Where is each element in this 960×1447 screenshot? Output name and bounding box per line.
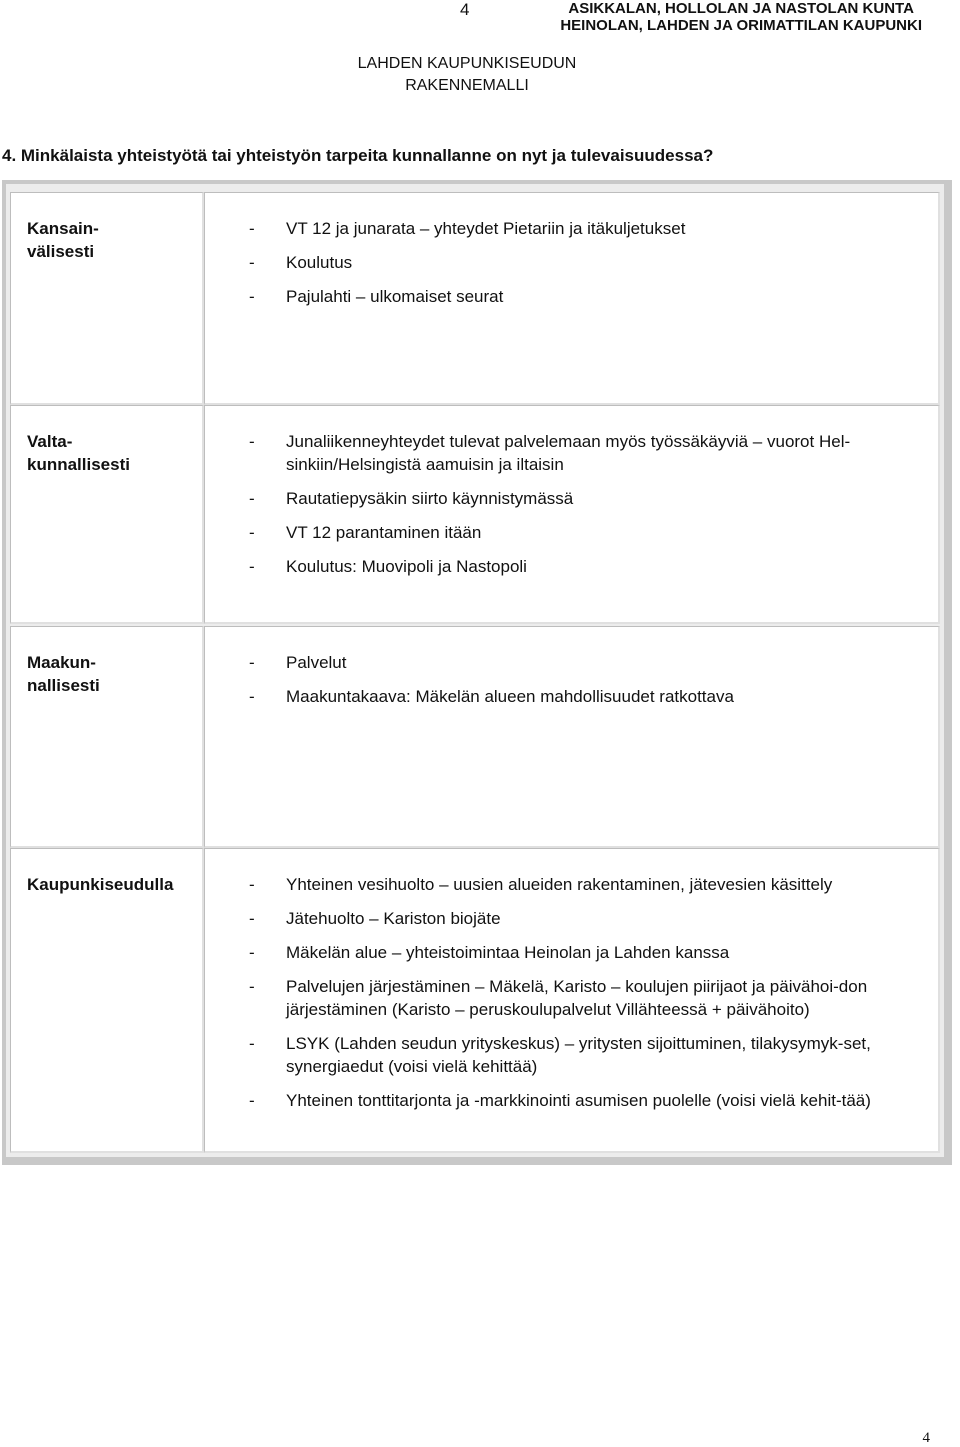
table-row-regional xyxy=(6,626,944,848)
bullet-dash: - xyxy=(249,287,255,306)
row-label-line1: Kaupunkiseudulla xyxy=(27,875,174,894)
header-model-title xyxy=(322,53,612,97)
list-item xyxy=(249,521,920,544)
list-item-text: Maakuntakaava: Mäkelän alueen mahdollisuudet ratkottava xyxy=(286,687,734,706)
row-content-cell xyxy=(204,405,940,624)
bullet-dash: - xyxy=(249,977,255,996)
list-item xyxy=(249,217,920,240)
list-item-text: Palvelujen järjestäminen – Mäkelä, Karisto – koulujen piirijaot ja päivähoi-don järjestäminen (Karisto – peruskoulupalvelut Villähteessä + päivähoito) xyxy=(286,977,868,1019)
row-content-cell xyxy=(204,192,940,405)
bullet-dash: - xyxy=(249,253,255,272)
list-item-text: VT 12 ja junarata – yhteydet Pietariin ja itäkuljetukset xyxy=(286,219,686,238)
list-item-text: LSYK (Lahden seudun yrityskeskus) – yritysten sijoittuminen, tilakysymyk-set, synergiaedut (voisi vielä kehittää) xyxy=(286,1034,871,1076)
row-content-cell xyxy=(204,848,940,1153)
row-label-line2: välisesti xyxy=(27,242,95,261)
list-item xyxy=(249,907,920,930)
list-item-text: Koulutus: Muovipoli ja Nastopoli xyxy=(286,557,527,576)
header-municipalities-line2: HEINOLAN, LAHDEN JA ORIMATTILAN KAUPUNKI xyxy=(560,17,922,34)
bullet-dash: - xyxy=(249,1091,255,1110)
list-item xyxy=(249,430,920,476)
question-heading: 4. Minkälaista yhteistyötä tai yhteistyön tarpeita kunnallanne on nyt ja tulevaisuudessa? xyxy=(2,146,714,165)
row-label-cell xyxy=(10,848,204,1153)
row-item-list xyxy=(249,430,920,589)
bullet-dash: - xyxy=(249,875,255,894)
list-item xyxy=(249,251,920,274)
table-row-city-region xyxy=(6,848,944,1153)
list-item-text: Palvelut xyxy=(286,653,347,672)
row-label-line1: Valta- xyxy=(27,432,73,451)
row-item-list xyxy=(249,873,920,1123)
bullet-dash: - xyxy=(249,1034,255,1053)
list-item xyxy=(249,975,920,1021)
header-model-line2: RAKENNEMALLI xyxy=(405,77,529,94)
list-item-text: Pajulahti – ulkomaiset seurat xyxy=(286,287,504,306)
list-item xyxy=(249,555,920,578)
bullet-dash: - xyxy=(249,523,255,542)
list-item-text: Yhteinen tonttitarjonta ja -markkinointi asumisen puolelle (voisi vielä kehit-tää) xyxy=(286,1091,871,1110)
row-label-line2: nallisesti xyxy=(27,676,100,695)
bullet-dash: - xyxy=(249,653,255,672)
list-item-text: Mäkelän alue – yhteistoimintaa Heinolan ja Lahden kanssa xyxy=(286,943,730,962)
header-page-number: 4 xyxy=(460,0,470,19)
header-municipalities-line1: ASIKKALAN, HOLLOLAN JA NASTOLAN KUNTA xyxy=(568,0,914,17)
row-label-line2: kunnallisesti xyxy=(27,455,130,474)
row-label xyxy=(27,873,173,896)
bullet-dash: - xyxy=(249,219,255,238)
row-label-cell xyxy=(10,192,204,405)
bullet-dash: - xyxy=(249,687,255,706)
list-item-text: Koulutus xyxy=(286,253,353,272)
bullet-dash: - xyxy=(249,557,255,576)
row-label-cell xyxy=(10,626,204,848)
row-label xyxy=(27,430,130,476)
list-item xyxy=(249,285,920,308)
list-item-text: Yhteinen vesihuolto – uusien alueiden rakentaminen, jätevesien käsittely xyxy=(286,875,833,894)
footer-page-number: 4 xyxy=(922,1430,930,1446)
header-municipalities xyxy=(560,0,922,34)
bullet-dash: - xyxy=(249,943,255,962)
list-item xyxy=(249,873,920,896)
bullet-dash: - xyxy=(249,489,255,508)
row-label xyxy=(27,217,99,263)
list-item xyxy=(249,941,920,964)
row-content-cell xyxy=(204,626,940,848)
row-item-list xyxy=(249,651,920,719)
list-item xyxy=(249,685,920,708)
row-label xyxy=(27,651,100,697)
list-item xyxy=(249,487,920,510)
row-label-line1: Kansain- xyxy=(27,219,99,238)
bullet-dash: - xyxy=(249,432,255,451)
answer-table-body xyxy=(6,184,944,1157)
row-item-list xyxy=(249,217,920,319)
list-item-text: VT 12 parantaminen itään xyxy=(286,523,482,542)
row-label-cell xyxy=(10,405,204,624)
list-item xyxy=(249,1032,920,1078)
list-item-text: Rautatiepysäkin siirto käynnistymässä xyxy=(286,489,574,508)
table-row-national xyxy=(6,405,944,624)
table-row-international xyxy=(6,192,944,405)
list-item xyxy=(249,651,920,674)
row-label-line1: Maakun- xyxy=(27,653,96,672)
header-model-line1: LAHDEN KAUPUNKISEUDUN xyxy=(357,55,577,72)
list-item-text: Junaliikenneyhteydet tulevat palvelemaan myös työssäkäyviä – vuorot Hel-sinkiin/Helsingistä aamuisin ja iltaisin xyxy=(286,432,851,474)
answer-table xyxy=(2,180,952,1165)
bullet-dash: - xyxy=(249,909,255,928)
list-item-text: Jätehuolto – Kariston biojäte xyxy=(286,909,501,928)
list-item xyxy=(249,1089,920,1112)
